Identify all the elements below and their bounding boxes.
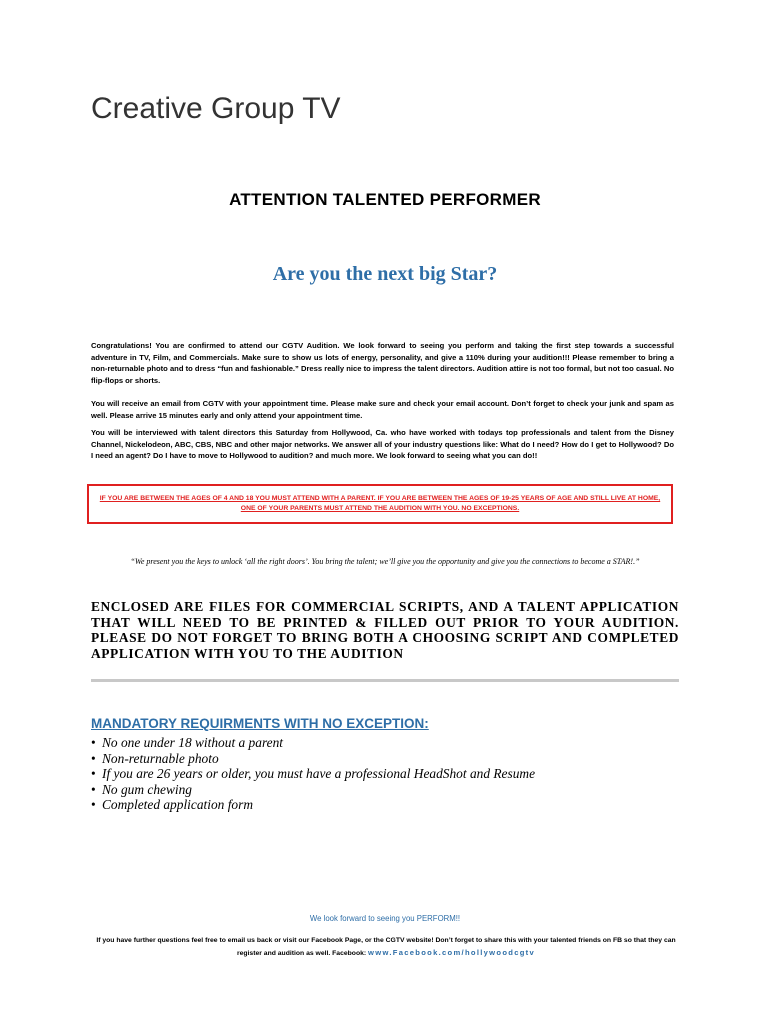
list-item: • Non-returnable photo	[91, 751, 535, 767]
attention-headline: ATTENTION TALENTED PERFORMER	[229, 190, 541, 209]
section-divider	[91, 679, 679, 682]
footer-info: If you have further questions feel free to email us back or visit our Facebook Page, or the CGTV website! Don’t forget to share this with your talented friends on FB so that they can register and audition as well. Facebook:	[96, 937, 676, 957]
list-item: • No gum chewing	[91, 782, 535, 798]
star-subheadline: Are you the next big Star?	[272, 263, 498, 285]
list-item: • If you are 26 years or older, you must have a professional HeadShot and Resume	[91, 766, 535, 782]
requirements-heading: MANDATORY REQUIRMENTS WITH NO EXCEPTION:	[91, 716, 429, 731]
footer-contact-text	[91, 935, 681, 960]
facebook-link[interactable]: www.Facebook.com/hollywoodcgtv	[368, 948, 536, 957]
enclosed-files-notice: ENCLOSED ARE FILES FOR COMMERCIAL SCRIPTS, AND A TALENT APPLICATION THAT WILL NEED TO BE PRINTED & FILLED OUT PRIOR TO YOUR AUDITION. PLEASE DO NOT FORGET TO BRING BOTH A CHOOSING SCRIPT AND COMPLETED APPLICATION WITH YOU TO THE AUDITION	[91, 599, 679, 661]
perform-closing-line: We look forward to seeing you PERFORM!!	[309, 914, 461, 923]
email-paragraph: You will receive an email from CGTV with your appointment time. Please make sure and check your email account. Don’t forget to check your junk and spam as well. Please arrive 15 minutes early and only attend your appointment time.	[91, 399, 674, 420]
parent-notice-box	[87, 484, 673, 524]
list-item: • No one under 18 without a parent	[91, 735, 535, 751]
requirements-list	[91, 735, 535, 813]
list-item: • Completed application form	[91, 797, 535, 813]
quote-text: “We present you the keys to unlock ‘all the right doors’. You bring the talent; we’ll give you the opportunity and give you the connections to become a STAR!.”	[130, 557, 640, 566]
document-title: Creative Group TV	[91, 92, 341, 125]
parent-notice-text: IF YOU ARE BETWEEN THE AGES OF 4 AND 18 YOU MUST ATTEND WITH A PARENT. IF YOU ARE BETWEEN THE AGES OF 19-25 YEARS OF AGE AND STILL LIVE AT HOME, ONE OF YOUR PARENTS MUST ATTEND THE AUDITION WITH YOU. NO EXCEPTIONS.	[99, 495, 661, 512]
congratulations-paragraph: Congratulations! You are confirmed to attend our CGTV Audition. We look forward to seeing you perform and taking the first step towards a successful adventure in TV, Film, and Commercials. Make sure to show us lots of energy, personality, and give a 110% during your audition!!! Please remember to bring a non-returnable photo and to dress “fun and fashionable.” Dress really nice to impress the talent directors. Audition attire is not too formal, but not too casual. No flip-flops or shorts.	[91, 341, 674, 385]
interview-paragraph: You will be interviewed with talent directors this Saturday from Hollywood, Ca. who have worked with todays top professionals and talent from the Disney Channel, Nickelodeon, ABC, CBS, NBC and other major networks. We answer all of your industry questions like: What do I need? How do I get to Hollywood? Do I need an agent? Do I have to move to Hollywood to audition? and much more. We look forward to seeing what you can do!!	[91, 428, 674, 460]
